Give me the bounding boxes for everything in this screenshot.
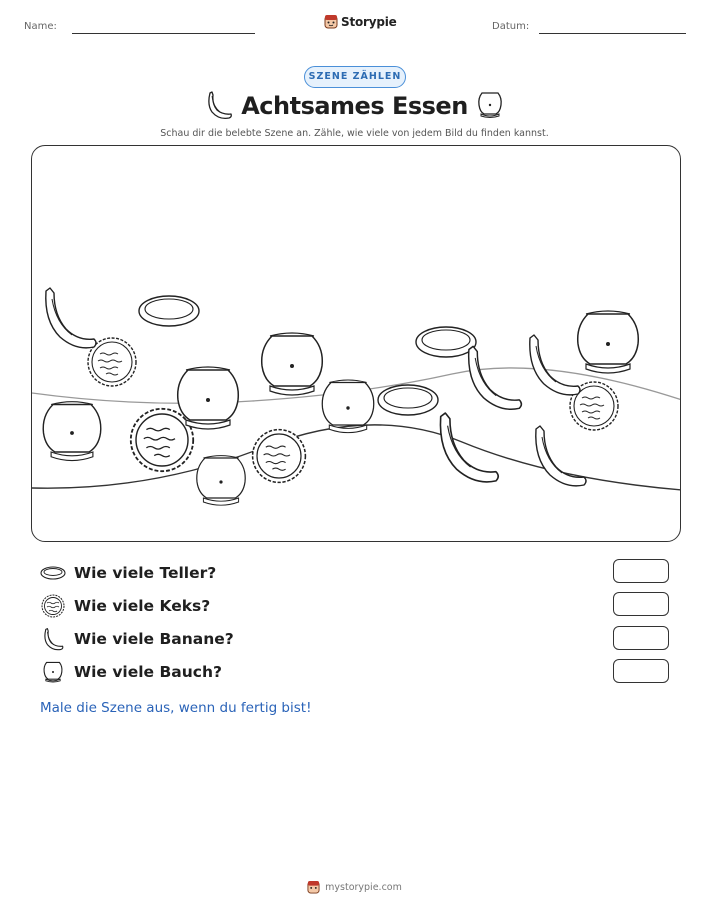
brand-name: Storypie (341, 14, 397, 29)
question-row (40, 561, 216, 585)
name-line[interactable] (72, 33, 255, 34)
answer-box-bauch[interactable] (613, 659, 669, 683)
date-line[interactable] (539, 33, 686, 34)
question-text: Wie viele Keks? (74, 597, 211, 615)
belly-item (262, 333, 323, 395)
plate-item (139, 296, 199, 326)
brand-logo (324, 14, 397, 29)
cookie-icon (40, 594, 66, 618)
belly-icon (476, 90, 504, 120)
banana-item (536, 426, 586, 486)
footer (0, 880, 709, 894)
counting-scene (31, 145, 681, 542)
banana-item (46, 288, 96, 348)
cookie-item (253, 430, 306, 483)
question-text: Wie viele Bauch? (74, 663, 222, 681)
date-label: Datum: (492, 21, 530, 32)
question-row (40, 594, 210, 618)
answer-box-keks[interactable] (613, 592, 669, 616)
belly-item (197, 456, 245, 506)
banana-item (469, 346, 522, 409)
belly-item (578, 311, 639, 373)
storypie-icon (307, 880, 320, 894)
answer-box-teller[interactable] (613, 559, 669, 583)
question-text: Wie viele Teller? (74, 564, 217, 582)
plate-item (378, 385, 438, 415)
coloring-note: Male die Szene aus, wenn du fertig bist! (40, 700, 312, 716)
page-title: Achtsames Essen (241, 92, 468, 120)
answer-box-banane[interactable] (613, 626, 669, 650)
question-row (40, 627, 234, 651)
page-subtitle: Schau dir die belebte Szene an. Zähle, wie viele von jedem Bild du finden kannst. (160, 128, 549, 139)
belly-item (322, 380, 373, 433)
belly-item (43, 402, 101, 461)
banana-item (530, 335, 580, 395)
question-row (40, 660, 222, 684)
banana-item (440, 413, 498, 482)
scene-drawing (32, 146, 681, 542)
plate-icon (40, 565, 66, 581)
belly-icon (40, 660, 66, 684)
belly-item (178, 367, 239, 429)
cookie-item (131, 409, 193, 471)
name-label: Name: (24, 21, 57, 32)
plate-item (416, 327, 476, 357)
footer-url[interactable]: mystorypie.com (325, 881, 402, 893)
question-text: Wie viele Banane? (74, 630, 234, 648)
storypie-icon (324, 14, 338, 29)
banana-icon (40, 627, 66, 651)
scene-count-badge: SZENE ZÄHLEN (304, 66, 406, 88)
